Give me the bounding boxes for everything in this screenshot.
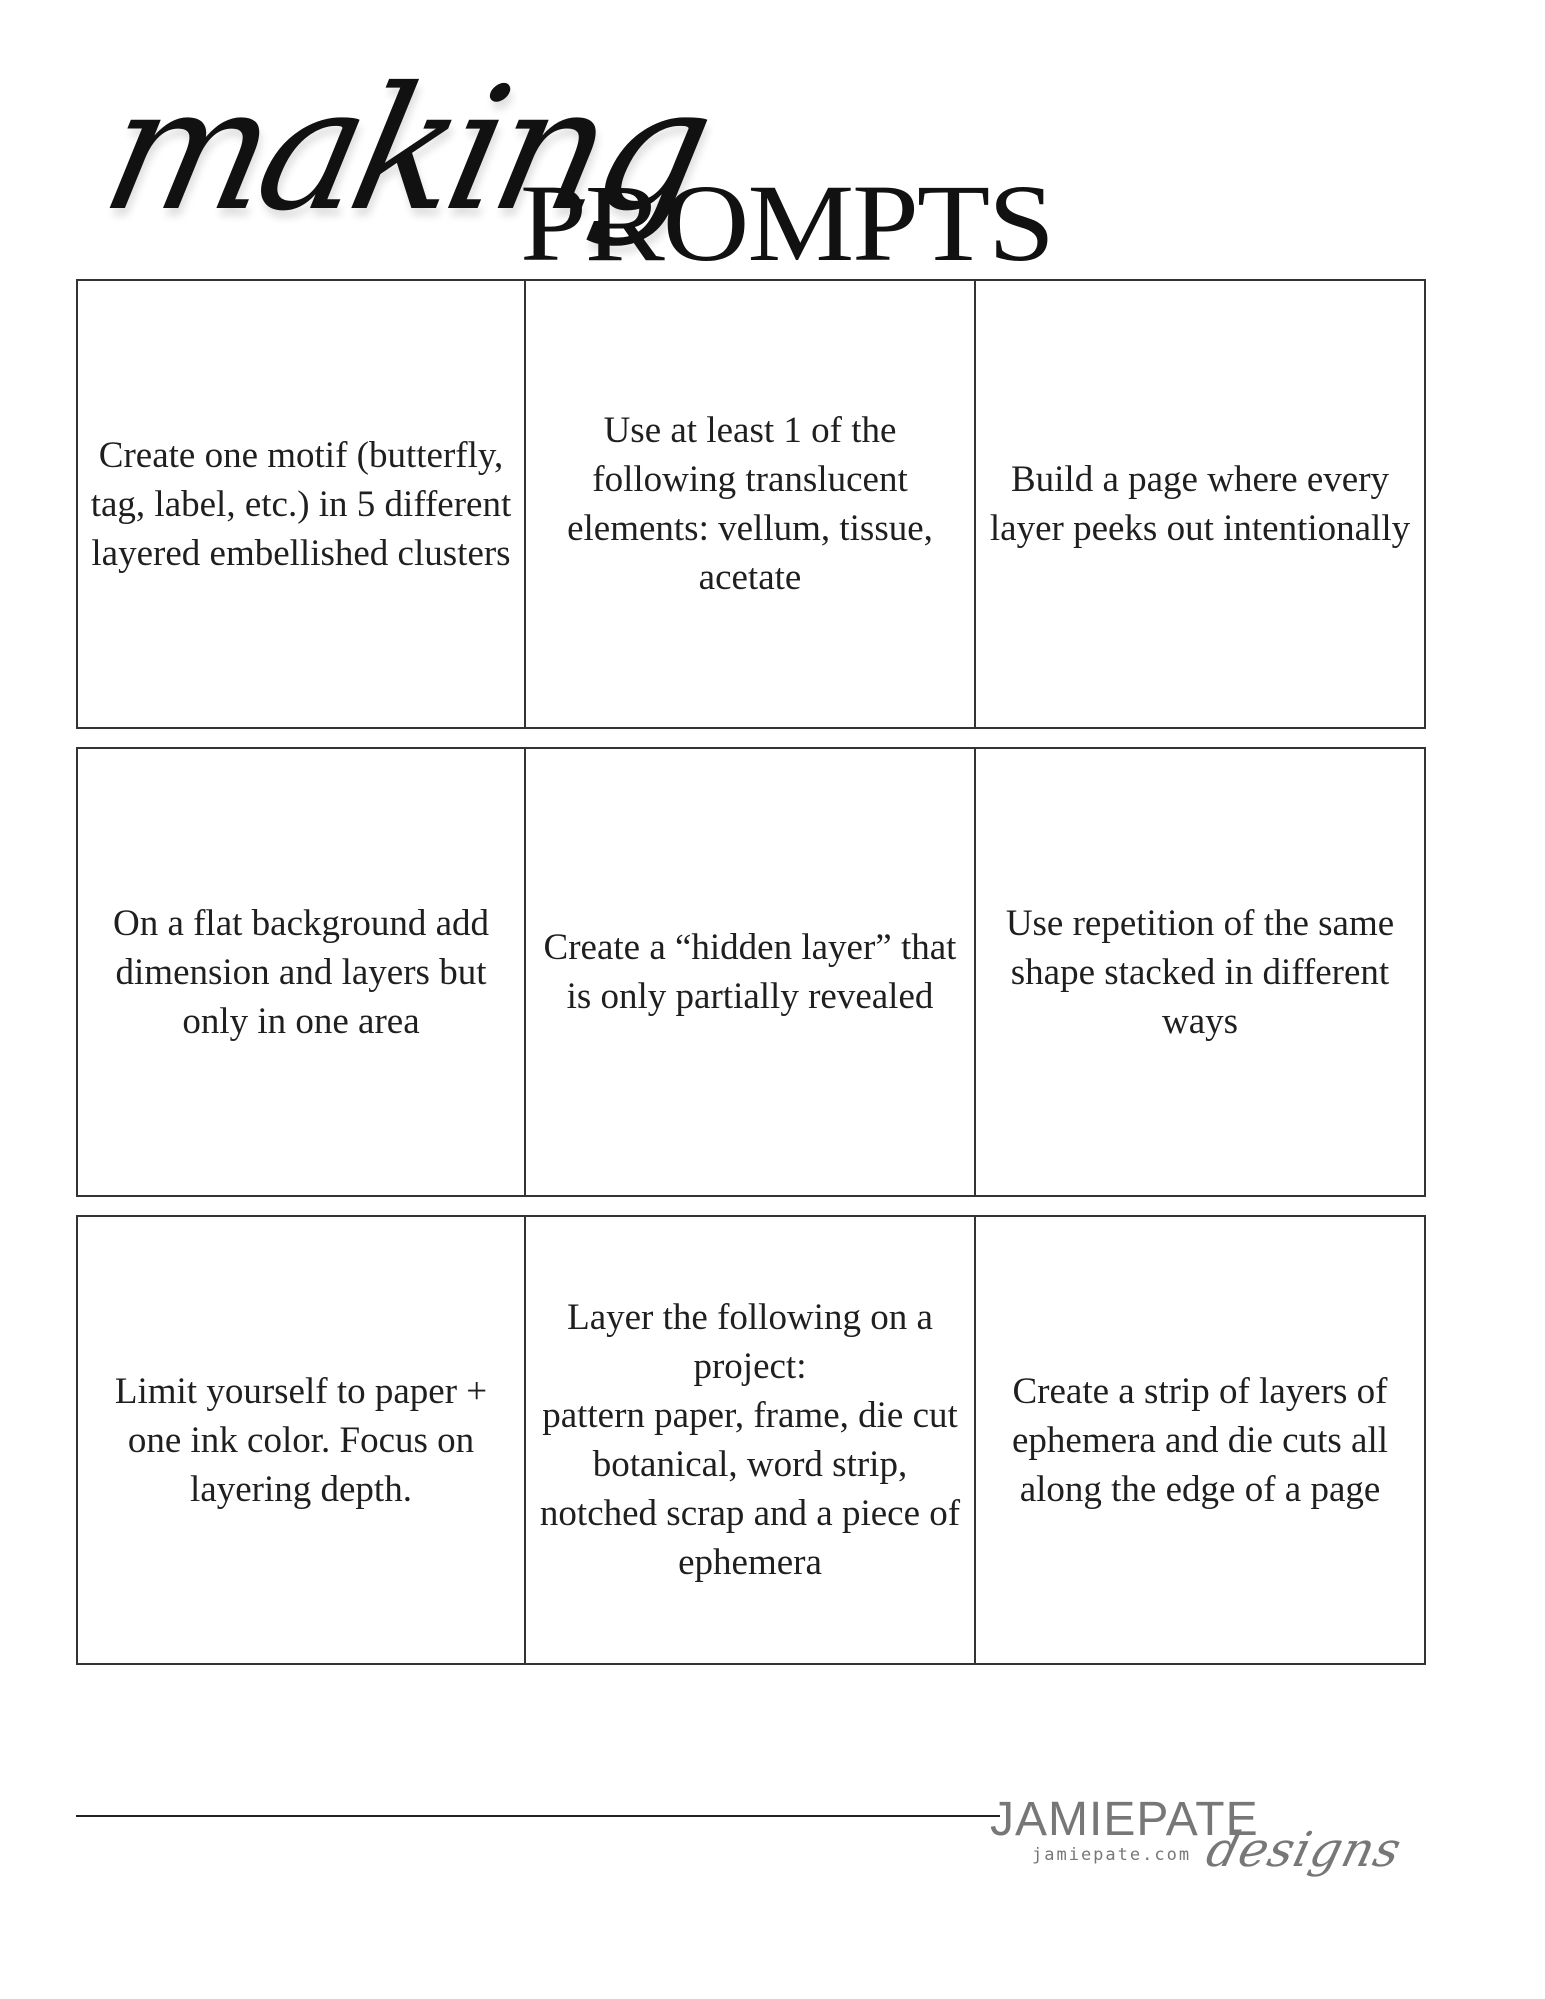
prompt-card: [76, 279, 526, 729]
brand-logo: [990, 1792, 1410, 1882]
prompt-text: Create one motif (butterfly, tag, label, etc.) in 5 different layered embellished clusters: [90, 434, 512, 574]
prompt-row-2: [76, 747, 1426, 1197]
prompt-card: [524, 747, 976, 1197]
prompt-row-1: [76, 279, 1426, 729]
prompt-text: Limit yourself to paper + one ink color. Focus on layering depth.: [114, 1370, 488, 1510]
footer-divider: [76, 1815, 1000, 1817]
prompt-card: [76, 1215, 526, 1665]
title-script-text: making: [88, 51, 722, 249]
prompt-card: [524, 279, 976, 729]
brand-name: JAMIEPATE: [990, 1793, 1259, 1846]
brand-script: designs: [1201, 1822, 1408, 1878]
prompt-text: Create a “hidden layer” that is only partially revealed: [543, 927, 957, 1017]
page-title: [88, 50, 1053, 284]
prompt-text: Build a page where every layer peeks out intentionally: [989, 459, 1411, 549]
prompt-card: [524, 1215, 976, 1665]
prompt-text: Layer the following on a project: pattern paper, frame, die cut botanical, word strip, notched scrap and a piece of ephemera: [539, 1297, 961, 1583]
prompt-row-3: [76, 1215, 1426, 1665]
brand-url: jamiepate.com: [1032, 1845, 1192, 1865]
title-caps-text: PROMPTS: [520, 161, 1053, 284]
prompt-text: Create a strip of layers of ephemera and die cuts all along the edge of a page: [1012, 1370, 1388, 1510]
prompt-card: [974, 279, 1426, 729]
prompt-card: [974, 747, 1426, 1197]
prompt-card: [974, 1215, 1426, 1665]
prompt-text: Use at least 1 of the following translucent elements: vellum, tissue, acetate: [567, 410, 933, 598]
prompt-text: Use repetition of the same shape stacked in different ways: [1005, 902, 1395, 1042]
prompt-text: On a flat background add dimension and layers but only in one area: [112, 902, 490, 1042]
prompt-card: [76, 747, 526, 1197]
